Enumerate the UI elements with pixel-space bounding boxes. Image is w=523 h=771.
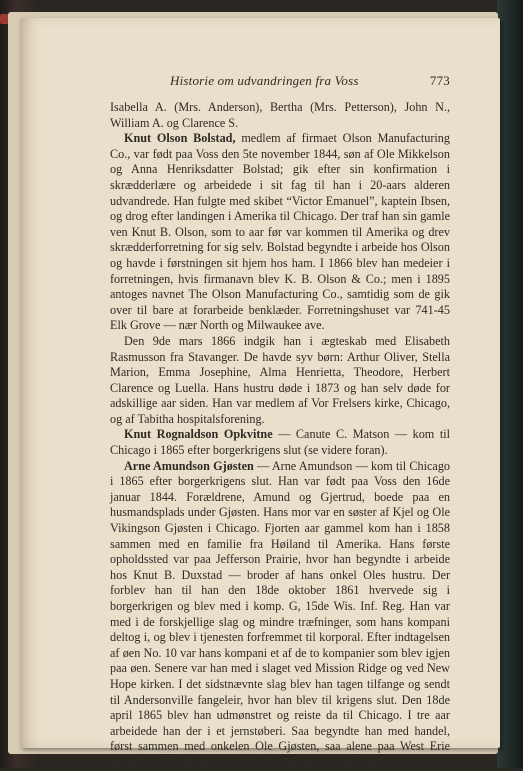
entry-name: Arne Amundson Gjøsten [124,458,254,473]
running-header [170,73,450,93]
paragraph-text: Den 9de mars 1866 indgik han i ægteskab med Elisabeth Rasmusson fra Stavanger. De havde syv børn: Arthur Oliver, Stella Marion, Emma Josephine, Alma Henrietta, Theodore, Herbert Clarence og Luella. Hans hustru døde i 1873 og han selv døde for adskillige aar siden. Han var medlem af Vor Frelsers kirke, Chicago, og af Tabitha hospitalsforening. [110,333,450,426]
page-body [110,100,450,771]
paragraph [110,334,450,428]
paragraph [110,100,450,131]
page-number: 773 [429,73,450,88]
paragraph-text: Isabella A. (Mrs. Anderson), Bertha (Mrs. Petterson), John N., William A. og Clarence S. [110,100,450,130]
paragraph-text: — Arne Amundson — kom til Chicago i 1865 efter borgerkrigens slut. Han var født paa Voss den 16de januar 1844. Forældrene, Amund og Gjertrud, boede paa en husmandsplads under Gjøsten. Hans mor var en søster af Kjel og Ole Vikingson Gjøsten i Chicago. Fjorten aar gammel kom han i 1858 sammen med en familie fra Høiland til Amerika. Hans første opholdssted var paa Jefferson Prairie, hvor han begyndte i arbeide hos Knut B. Duxstad — broder af hans onkel Oles hustru. Der forblev han til han den 18de oktober 1861 hvervede sig i borgerkrigen og blev med i komp. G, 15de Wis. Inf. Reg. Han var med i de forskjellige slag og mindre træfninger, som hans kompani deltog i, og blev i tjenesten forfremmet til korporal. Efter indtagelsen af øen No. 10 var hans kompani et af de to kompanier som blev igjen paa øen. Senere var han med i slaget ved Mission Ridge og ved New Hope kirken. I det sidstnævnte slag blev han tagen tilfange og sendt til Andersonville fangeleir, hvor han blev til krigens slut. Den 18de april 1865 blev han udmønstret og reiste da til Chicago. I tre aar arbeidede han der i et jernstøberi. Saa begyndte han med handel, først sammen med onkelen Ole Gjøsten, saa alene paa West Erie street No. 195. Hans søster Martha Amundson var i først- [110,458,451,769]
book-cover-right [497,0,523,768]
running-title: Historie om udvandringen fra Voss [170,73,359,88]
paragraph-text: medlem af firmaet Olson Manufacturing Co., var født paa Voss den 5te november 1844, søn af Ole Mikkelson og Anna Henriksdatter Bolstad; gik efter sin konfirmation i skrædderlære og arbeidede i sit fag til han i 20-aars alderen udvandrede. Han fulgte med skibet “Victor Emanuel”, kaptein Ibsen, og drog efter landingen i Amerika til Chicago. Der traf han sin gamle ven Knut B. Olson, som to aar før var kommen til Amerika og drev skrædderforretning for sig selv. Bolstad begyndte i arbeide hos Olson og havde i førstningen sit hjem hos ham. I 1866 blev han medeier i forretningen, hvis firmanavn blev K. B. Olson & Co.; men i 1895 antoges navnet The Olson Manufacturing Co., samtidig som de gik over til bare at forarbeide benklæder. Forretningshuset var 741-45 Elk Grove — nær North og Milwaukee ave. [110,131,450,333]
entry-name: Knut Rognaldson Opkvitne [124,427,273,442]
entry-name: Knut Olson Bolstad, [124,131,236,146]
book-page [20,18,500,769]
paragraph-text: — Canute C. Matson — kom til Chicago i 1865 efter borgerkrigens slut (se videre foran). [110,427,450,458]
paragraph [110,459,450,771]
paragraph [110,131,450,334]
paragraph [110,427,450,458]
